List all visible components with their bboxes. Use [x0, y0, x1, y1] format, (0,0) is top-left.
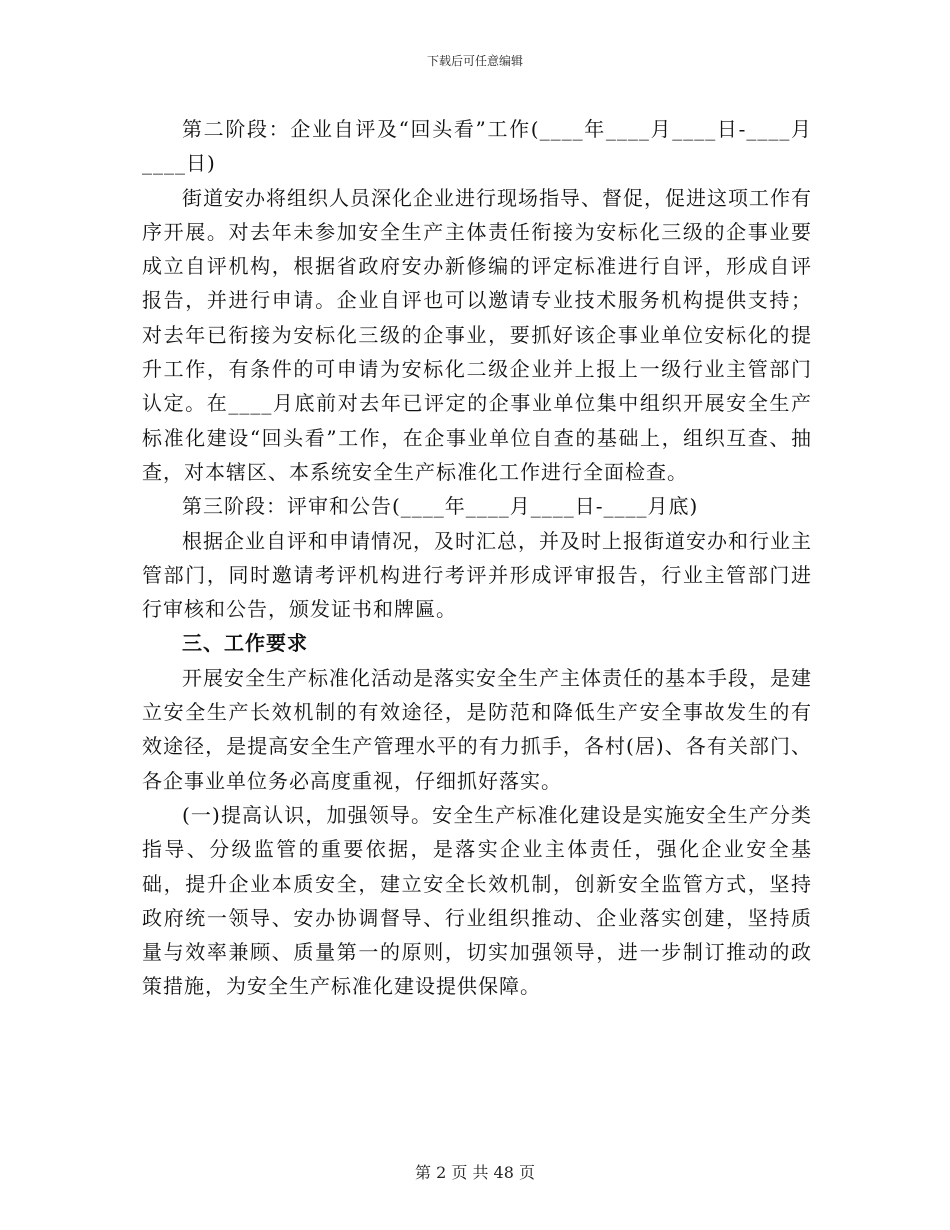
page-number: 第 2 页 共 48 页 — [415, 1163, 535, 1182]
section-heading-work-requirements: 三、工作要求 — [182, 631, 308, 656]
requirements-intro: 开展安全生产标准化活动是落实安全生产主体责任的基本手段，是建立安全生产长效机制的有效途径，是防范和降低生产安全事故发生的有效途径，是提高安全生产管理水平的有力抓手，各村(居)、各有关部门、各企事业单位务必高度重视，仔细抓好落实。 — [142, 665, 812, 793]
stage-three-body: 根据企业自评和申请情况，及时汇总，并及时上报街道安办和行业主管部门，同时邀请考评机构进行考评并形成评审报告，行业主管部门进行审核和公告，颁发证书和牌匾。 — [142, 528, 812, 622]
stage-three-heading: 第三阶段：评审和公告(____年____月____日-____月底) — [182, 494, 699, 519]
document-body — [142, 112, 812, 1004]
requirement-one: (一)提高认识，加强领导。安全生产标准化建设是实施安全生产分类指导、分级监管的重要依据，是落实企业主体责任，强化企业安全基础，提升企业本质安全，建立安全长效机制，创新安全监管方式，坚持政府统一领导、安办协调督导、行业组织推动、企业落实创建，坚持质量与效率兼顾、质量第一的原则，切实加强领导，进一步制订推动的政策措施，为安全生产标准化建设提供保障。 — [142, 802, 812, 999]
stage-two-body: 街道安办将组织人员深化企业进行现场指导、督促，促进这项工作有序开展。对去年未参加安全生产主体责任衔接为安标化三级的企事业要成立自评机构，根据省政府安办新修编的评定标准进行自评，形成自评报告，并进行申请。企业自评也可以邀请专业技术服务机构提供支持；对去年已衔接为安标化三级的企事业，要抓好该企事业单位安标化的提升工作，有条件的可申请为安标化二级企业并上报上一级行业主管部门认定。在____月底前对去年已评定的企事业单位集中组织开展安全生产标准化建设“回头看”工作，在企事业单位自查的基础上，组织互查、抽查，对本辖区、本系统安全生产标准化工作进行全面检查。 — [142, 185, 812, 484]
stage-two-heading: 第二阶段：企业自评及“回头看”工作(____年____月____日-____月____日) — [142, 117, 812, 176]
page-header: 下载后可任意编辑 — [426, 54, 523, 68]
